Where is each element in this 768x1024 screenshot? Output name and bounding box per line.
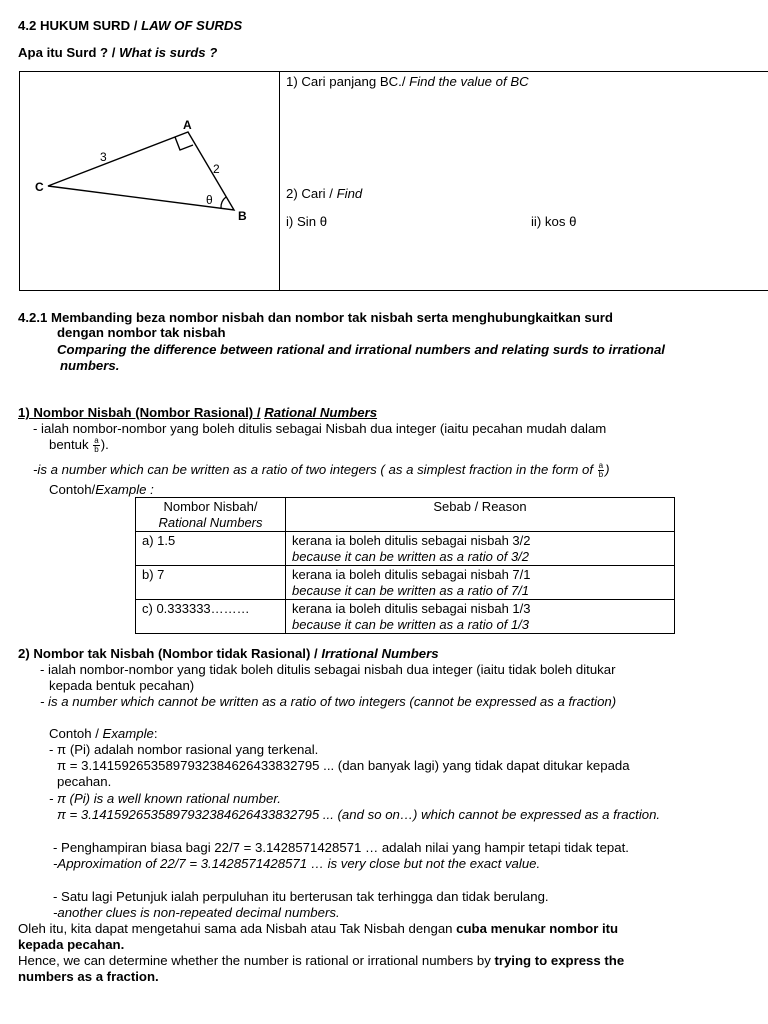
clue-ms: - Satu lagi Petunjuk ialah perpuluhan itu berterusan tak terhingga dan tidak berulang. bbox=[53, 889, 549, 904]
table-row bbox=[136, 600, 675, 634]
irrational-heading bbox=[18, 646, 439, 661]
rational-def-ms-2-text: bentuk bbox=[49, 437, 89, 452]
rational-example-label-ms: Contoh/ bbox=[49, 482, 96, 497]
side-ab-label: 2 bbox=[213, 162, 220, 176]
rational-def-en bbox=[33, 462, 610, 479]
vertex-b-label: B bbox=[238, 209, 247, 223]
fraction-a-over-b-en bbox=[598, 462, 604, 479]
subsection-title-ms-2: dengan nombor tak nisbah bbox=[57, 325, 226, 340]
rational-def-en-end: ) bbox=[605, 462, 610, 477]
problem-2 bbox=[286, 186, 362, 201]
irrational-example-label-en: Example bbox=[102, 726, 154, 741]
irrational-example-colon: : bbox=[153, 726, 158, 741]
table-cell-number: a) 1.5 bbox=[136, 532, 286, 566]
table-cell-reason bbox=[286, 600, 675, 634]
pi-ms-3: pecahan. bbox=[57, 774, 112, 789]
question-ms: Apa itu Surd ? / bbox=[18, 45, 116, 60]
table-cell-number: c) 0.333333……… bbox=[136, 600, 286, 634]
pi-en-2: π = 3.14159265358979323846264338327​95 ... (and so on…) which cannot be expressed as a fraction. bbox=[57, 807, 661, 822]
table-cell-number: b) 7 bbox=[136, 566, 286, 600]
right-angle-marker bbox=[175, 137, 193, 150]
rational-example-label bbox=[49, 482, 154, 497]
table-header-number-en: Rational Numbers bbox=[158, 515, 263, 530]
clue-en: -another clues is non-repeated decimal numbers. bbox=[53, 905, 340, 920]
problem-2-part-i: i) Sin θ bbox=[286, 214, 328, 229]
conclusion-ms-bold-1: cuba menukar nombor itu bbox=[456, 921, 619, 936]
table-row bbox=[136, 566, 675, 600]
subsection-title-ms-1: 4.2.1 Membanding beza nombor nisbah dan nombor tak nisbah serta menghubungkaitkan surd bbox=[18, 310, 613, 325]
problem-2-ms: 2) Cari / bbox=[286, 186, 333, 201]
table-header-number bbox=[136, 498, 286, 532]
rational-example-label-en: Example : bbox=[95, 482, 154, 497]
fraction-a-over-b bbox=[93, 437, 99, 454]
problem-1-en: Find the value of BC bbox=[409, 74, 529, 89]
rational-def-en-text: -is a number which can be written as a ratio of two integers ( as a simplest fraction in the form of bbox=[33, 462, 593, 477]
table-header-reason: Sebab / Reason bbox=[286, 498, 675, 532]
table-header-row bbox=[136, 498, 675, 532]
pi-ms-1: - π (Pi) adalah nombor rasional yang terkenal. bbox=[49, 742, 319, 757]
problem-1 bbox=[286, 74, 529, 89]
irrational-heading-en: Irrational Numbers bbox=[321, 646, 439, 661]
rational-heading-ms: 1) Nombor Nisbah (Nombor Rasional) / bbox=[18, 405, 261, 420]
vertex-a-label: A bbox=[183, 118, 192, 132]
approx-ms: - Penghampiran biasa bagi 22/7 = 3.1428571428571 … adalah nilai yang hampir tetapi tidak tepat. bbox=[53, 840, 629, 855]
rational-heading bbox=[18, 405, 377, 420]
irrational-example-label-ms: Contoh / bbox=[49, 726, 99, 741]
table-row bbox=[136, 532, 675, 566]
subsection-title-en-1: Comparing the difference between rational and irrational numbers and relating surds to irrational bbox=[57, 342, 665, 357]
rational-examples-table bbox=[135, 497, 675, 634]
problem-1-ms: 1) Cari panjang BC./ bbox=[286, 74, 406, 89]
irrational-def-ms-2: kepada bentuk pecahan) bbox=[49, 678, 195, 693]
rational-def-ms-2-end: ). bbox=[100, 437, 109, 452]
subsection-title-en-2: numbers. bbox=[60, 358, 120, 373]
conclusion-ms-plain: Oleh itu, kita dapat mengetahui sama ada Nisbah atau Tak Nisbah dengan bbox=[18, 921, 457, 936]
table-cell-reason bbox=[286, 532, 675, 566]
conclusion-ms-1 bbox=[18, 921, 618, 936]
angle-arc bbox=[221, 197, 226, 208]
question-en: What is surds ? bbox=[119, 45, 218, 60]
question-heading bbox=[18, 45, 217, 60]
reason-ms: kerana ia boleh ditulis sebagai nisbah 3/2 bbox=[292, 533, 531, 548]
frac-num: a bbox=[94, 436, 99, 446]
rational-def-ms-2 bbox=[49, 437, 109, 454]
reason-ms: kerana ia boleh ditulis sebagai nisbah 1/3 bbox=[292, 601, 531, 616]
frac-den: b bbox=[94, 445, 99, 455]
table-cell-reason bbox=[286, 566, 675, 600]
conclusion-en-bold-1: trying to express the bbox=[494, 953, 625, 968]
conclusion-en-plain: Hence, we can determine whether the number is rational or irrational numbers by bbox=[18, 953, 495, 968]
conclusion-ms-bold-2: kepada pecahan. bbox=[18, 937, 125, 952]
reason-en: because it can be written as a ratio of 7/1 bbox=[292, 583, 530, 598]
triangle-diagram bbox=[20, 110, 280, 270]
rational-def-ms-1: - ialah nombor-nombor yang boleh ditulis sebagai Nisbah dua integer (iaitu pecahan mudah dalam bbox=[33, 421, 607, 436]
reason-en: because it can be written as a ratio of 3/2 bbox=[292, 549, 530, 564]
section-title-ms: 4.2 HUKUM SURD / bbox=[18, 18, 138, 33]
table-header-number-ms: Nombor Nisbah/ bbox=[163, 499, 258, 514]
approx-en: -Approximation of 22/7 = 3.1428571428571 … is very close but not the exact value. bbox=[53, 856, 541, 871]
irrational-def-ms-1: - ialah nombor-nombor yang tidak boleh ditulis sebagai nisbah dua integer (iaitu tidak boleh ditukar bbox=[40, 662, 616, 677]
irrational-example-label bbox=[49, 726, 158, 741]
problem-2-part-ii: ii) kos θ bbox=[531, 214, 577, 229]
pi-ms-2: π = 3.14159265358979323846264338327​95 ... (dan banyak lagi) yang tidak dapat ditukar kepada bbox=[57, 758, 630, 773]
conclusion-en-bold-2: numbers as a fraction. bbox=[18, 969, 159, 984]
rational-heading-en: Rational Numbers bbox=[264, 405, 378, 420]
reason-ms: kerana ia boleh ditulis sebagai nisbah 7/1 bbox=[292, 567, 531, 582]
problem-2-en: Find bbox=[336, 186, 363, 201]
section-title bbox=[18, 18, 242, 33]
pi-en-1: - π (Pi) is a well known rational number. bbox=[49, 791, 281, 806]
side-ca-label: 3 bbox=[100, 150, 107, 164]
reason-en: because it can be written as a ratio of 1/3 bbox=[292, 617, 530, 632]
vertex-c-label: C bbox=[35, 180, 44, 194]
irrational-heading-ms: 2) Nombor tak Nisbah (Nombor tidak Rasional) / bbox=[18, 646, 318, 661]
section-title-en: LAW OF SURDS bbox=[141, 18, 243, 33]
angle-theta-label: θ bbox=[206, 193, 213, 207]
frac-den-en: b bbox=[598, 470, 604, 480]
irrational-def-en: - is a number which cannot be written as a ratio of two integers (cannot be expressed as a fraction) bbox=[40, 694, 617, 709]
conclusion-en-1 bbox=[18, 953, 624, 968]
frac-num-en: a bbox=[598, 461, 604, 471]
